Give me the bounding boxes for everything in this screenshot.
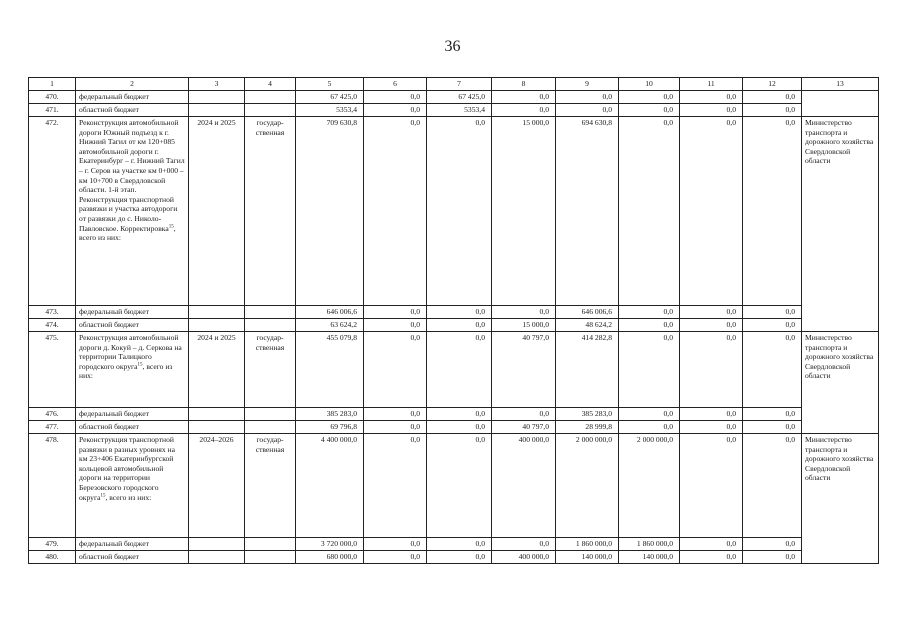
col-header: 8 xyxy=(492,78,556,91)
value-cell: 0,0 xyxy=(619,306,680,319)
value-cell: 140 000,0 xyxy=(619,551,680,564)
value-cell: 0,0 xyxy=(619,332,680,408)
value-cell: 0,0 xyxy=(619,117,680,306)
value-cell: 0,0 xyxy=(364,332,427,408)
value-cell: 0,0 xyxy=(364,306,427,319)
value-cell: 1 860 000,0 xyxy=(556,538,619,551)
table-row xyxy=(29,421,879,434)
row-name-text: Реконструкция транспортной развязки в разных уровнях на км 23+406 Екатеринбургской кольцевой автомобильной дороги на территории Березовского городского округа xyxy=(79,435,175,502)
value-cell: 0,0 xyxy=(427,332,492,408)
value-cell: 694 630,8 xyxy=(556,117,619,306)
row-number: 479. xyxy=(29,538,76,551)
table-row xyxy=(29,434,879,538)
value-cell: 5353,4 xyxy=(296,104,364,117)
row-name: областной бюджет xyxy=(76,551,189,564)
value-cell: 0,0 xyxy=(427,319,492,332)
period-cell xyxy=(189,421,245,434)
period-cell xyxy=(189,408,245,421)
row-number: 472. xyxy=(29,117,76,306)
value-cell: 0,0 xyxy=(680,91,743,104)
value-cell: 0,0 xyxy=(492,408,556,421)
row-name-tail: , всего из них: xyxy=(79,223,176,243)
row-name xyxy=(76,434,189,538)
col-header: 12 xyxy=(743,78,802,91)
value-cell: 0,0 xyxy=(364,538,427,551)
value-cell: 0,0 xyxy=(743,551,802,564)
value-cell: 40 797,0 xyxy=(492,421,556,434)
type-cell xyxy=(245,104,296,117)
value-cell: 0,0 xyxy=(680,408,743,421)
row-name: областной бюджет xyxy=(76,104,189,117)
value-cell: 0,0 xyxy=(364,117,427,306)
type-cell xyxy=(245,421,296,434)
value-cell: 0,0 xyxy=(680,104,743,117)
value-cell: 67 425,0 xyxy=(296,91,364,104)
period-cell xyxy=(189,91,245,104)
col-header: 13 xyxy=(802,78,879,91)
col-header: 6 xyxy=(364,78,427,91)
value-cell: 48 624,2 xyxy=(556,319,619,332)
value-cell: 0,0 xyxy=(680,538,743,551)
period-cell xyxy=(189,306,245,319)
table-row xyxy=(29,408,879,421)
value-cell: 0,0 xyxy=(743,408,802,421)
type-cell: государ-ственная xyxy=(245,117,296,306)
row-number: 474. xyxy=(29,319,76,332)
value-cell: 0,0 xyxy=(364,104,427,117)
row-name-text: Реконструкция автомобильной дороги д. Кокуй – д. Серкова на территории Талицкого городского округа xyxy=(79,333,182,371)
period-cell xyxy=(189,538,245,551)
col-header: 1 xyxy=(29,78,76,91)
value-cell: 0,0 xyxy=(556,91,619,104)
value-cell: 400 000,0 xyxy=(492,551,556,564)
value-cell: 0,0 xyxy=(680,551,743,564)
type-cell: государ-ственная xyxy=(245,332,296,408)
row-name xyxy=(76,117,189,306)
executor-cell: Министерство транспорта и дорожного хозяйства Свердловской области xyxy=(802,117,879,332)
table-header-row xyxy=(29,78,879,91)
value-cell: 0,0 xyxy=(364,408,427,421)
value-cell: 15 000,0 xyxy=(492,319,556,332)
value-cell: 400 000,0 xyxy=(492,434,556,538)
value-cell: 1 860 000,0 xyxy=(619,538,680,551)
value-cell: 0,0 xyxy=(619,319,680,332)
executor-cell xyxy=(802,91,879,117)
value-cell: 0,0 xyxy=(364,434,427,538)
row-number: 478. xyxy=(29,434,76,538)
value-cell: 0,0 xyxy=(492,306,556,319)
col-header: 11 xyxy=(680,78,743,91)
value-cell: 0,0 xyxy=(619,104,680,117)
col-header: 4 xyxy=(245,78,296,91)
value-cell: 0,0 xyxy=(680,434,743,538)
value-cell: 2 000 000,0 xyxy=(619,434,680,538)
row-name: областной бюджет xyxy=(76,319,189,332)
row-number: 477. xyxy=(29,421,76,434)
period-cell xyxy=(189,551,245,564)
period-cell xyxy=(189,104,245,117)
value-cell: 0,0 xyxy=(492,538,556,551)
value-cell: 0,0 xyxy=(743,421,802,434)
value-cell: 0,0 xyxy=(364,319,427,332)
value-cell: 646 006,6 xyxy=(556,306,619,319)
table-row xyxy=(29,306,879,319)
value-cell: 5353,4 xyxy=(427,104,492,117)
row-name: федеральный бюджет xyxy=(76,538,189,551)
row-number: 470. xyxy=(29,91,76,104)
value-cell: 63 624,2 xyxy=(296,319,364,332)
row-name-tail: , всего из них: xyxy=(105,492,152,502)
budget-table xyxy=(28,77,879,564)
value-cell: 0,0 xyxy=(427,117,492,306)
row-name: областной бюджет xyxy=(76,421,189,434)
value-cell: 680 000,0 xyxy=(296,551,364,564)
col-header: 9 xyxy=(556,78,619,91)
value-cell: 385 283,0 xyxy=(296,408,364,421)
row-number: 473. xyxy=(29,306,76,319)
value-cell: 0,0 xyxy=(364,551,427,564)
type-cell xyxy=(245,91,296,104)
value-cell: 0,0 xyxy=(427,434,492,538)
table-row xyxy=(29,117,879,306)
col-header: 2 xyxy=(76,78,189,91)
type-cell: государ-ственная xyxy=(245,434,296,538)
value-cell: 0,0 xyxy=(556,104,619,117)
value-cell: 414 282,8 xyxy=(556,332,619,408)
table-row xyxy=(29,551,879,564)
value-cell: 0,0 xyxy=(680,117,743,306)
table-row xyxy=(29,332,879,408)
row-number: 471. xyxy=(29,104,76,117)
row-name: федеральный бюджет xyxy=(76,408,189,421)
value-cell: 67 425,0 xyxy=(427,91,492,104)
value-cell: 646 006,6 xyxy=(296,306,364,319)
page-number: 36 xyxy=(444,38,461,55)
type-cell xyxy=(245,306,296,319)
value-cell: 28 999,8 xyxy=(556,421,619,434)
table-row xyxy=(29,319,879,332)
value-cell: 0,0 xyxy=(743,538,802,551)
row-name: федеральный бюджет xyxy=(76,306,189,319)
type-cell xyxy=(245,319,296,332)
footnote-mark: 15 xyxy=(100,493,106,499)
value-cell: 0,0 xyxy=(492,91,556,104)
executor-cell: Министерство транспорта и дорожного хозяйства Свердловской области xyxy=(802,332,879,434)
value-cell: 69 796,8 xyxy=(296,421,364,434)
footnote-mark: 15 xyxy=(137,362,143,368)
col-header: 5 xyxy=(296,78,364,91)
period-cell xyxy=(189,319,245,332)
value-cell: 0,0 xyxy=(743,434,802,538)
footnote-mark: 15 xyxy=(168,224,174,229)
period-cell: 2024–2026 xyxy=(189,434,245,538)
col-header: 3 xyxy=(189,78,245,91)
col-header: 7 xyxy=(427,78,492,91)
value-cell: 0,0 xyxy=(680,306,743,319)
value-cell: 0,0 xyxy=(743,91,802,104)
value-cell: 455 079,8 xyxy=(296,332,364,408)
value-cell: 15 000,0 xyxy=(492,117,556,306)
value-cell: 2 000 000,0 xyxy=(556,434,619,538)
value-cell: 0,0 xyxy=(743,117,802,306)
row-number: 476. xyxy=(29,408,76,421)
value-cell: 0,0 xyxy=(680,421,743,434)
value-cell: 3 720 000,0 xyxy=(296,538,364,551)
value-cell: 0,0 xyxy=(427,538,492,551)
value-cell: 0,0 xyxy=(364,91,427,104)
period-cell: 2024 и 2025 xyxy=(189,117,245,306)
value-cell: 0,0 xyxy=(427,408,492,421)
value-cell: 0,0 xyxy=(743,332,802,408)
value-cell: 0,0 xyxy=(364,421,427,434)
value-cell: 40 797,0 xyxy=(492,332,556,408)
value-cell: 709 630,8 xyxy=(296,117,364,306)
value-cell: 0,0 xyxy=(680,332,743,408)
row-number: 480. xyxy=(29,551,76,564)
value-cell: 4 400 000,0 xyxy=(296,434,364,538)
value-cell: 0,0 xyxy=(743,319,802,332)
value-cell: 0,0 xyxy=(743,306,802,319)
row-number: 475. xyxy=(29,332,76,408)
value-cell: 385 283,0 xyxy=(556,408,619,421)
col-header: 10 xyxy=(619,78,680,91)
value-cell: 0,0 xyxy=(427,421,492,434)
type-cell xyxy=(245,551,296,564)
value-cell: 0,0 xyxy=(427,551,492,564)
value-cell: 0,0 xyxy=(743,104,802,117)
row-name-text: Реконструкция автомобильной дороги Южный подъезд к г. Нижний Тагил от км 120+085 автомобильной дороги г. Екатеринбург – г. Нижний Тагил – г. Серов на участке км 0+000 – км 10+700 в Свердловской области. 1-й этап. Реконструкция транспортной развязки и участка автодороги от развязки до с. Николо-Павловское. Корректировка xyxy=(79,118,185,233)
table-row xyxy=(29,538,879,551)
row-name-tail: , всего из них: xyxy=(79,361,173,381)
value-cell: 0,0 xyxy=(680,319,743,332)
value-cell: 0,0 xyxy=(619,91,680,104)
table-row xyxy=(29,91,879,104)
row-name: федеральный бюджет xyxy=(76,91,189,104)
value-cell: 140 000,0 xyxy=(556,551,619,564)
value-cell: 0,0 xyxy=(492,104,556,117)
value-cell: 0,0 xyxy=(619,408,680,421)
value-cell: 0,0 xyxy=(427,306,492,319)
row-name xyxy=(76,332,189,408)
value-cell: 0,0 xyxy=(619,421,680,434)
type-cell xyxy=(245,538,296,551)
type-cell xyxy=(245,408,296,421)
table-row xyxy=(29,104,879,117)
executor-cell: Министерство транспорта и дорожного хозяйства Свердловской области xyxy=(802,434,879,564)
period-cell: 2024 и 2025 xyxy=(189,332,245,408)
